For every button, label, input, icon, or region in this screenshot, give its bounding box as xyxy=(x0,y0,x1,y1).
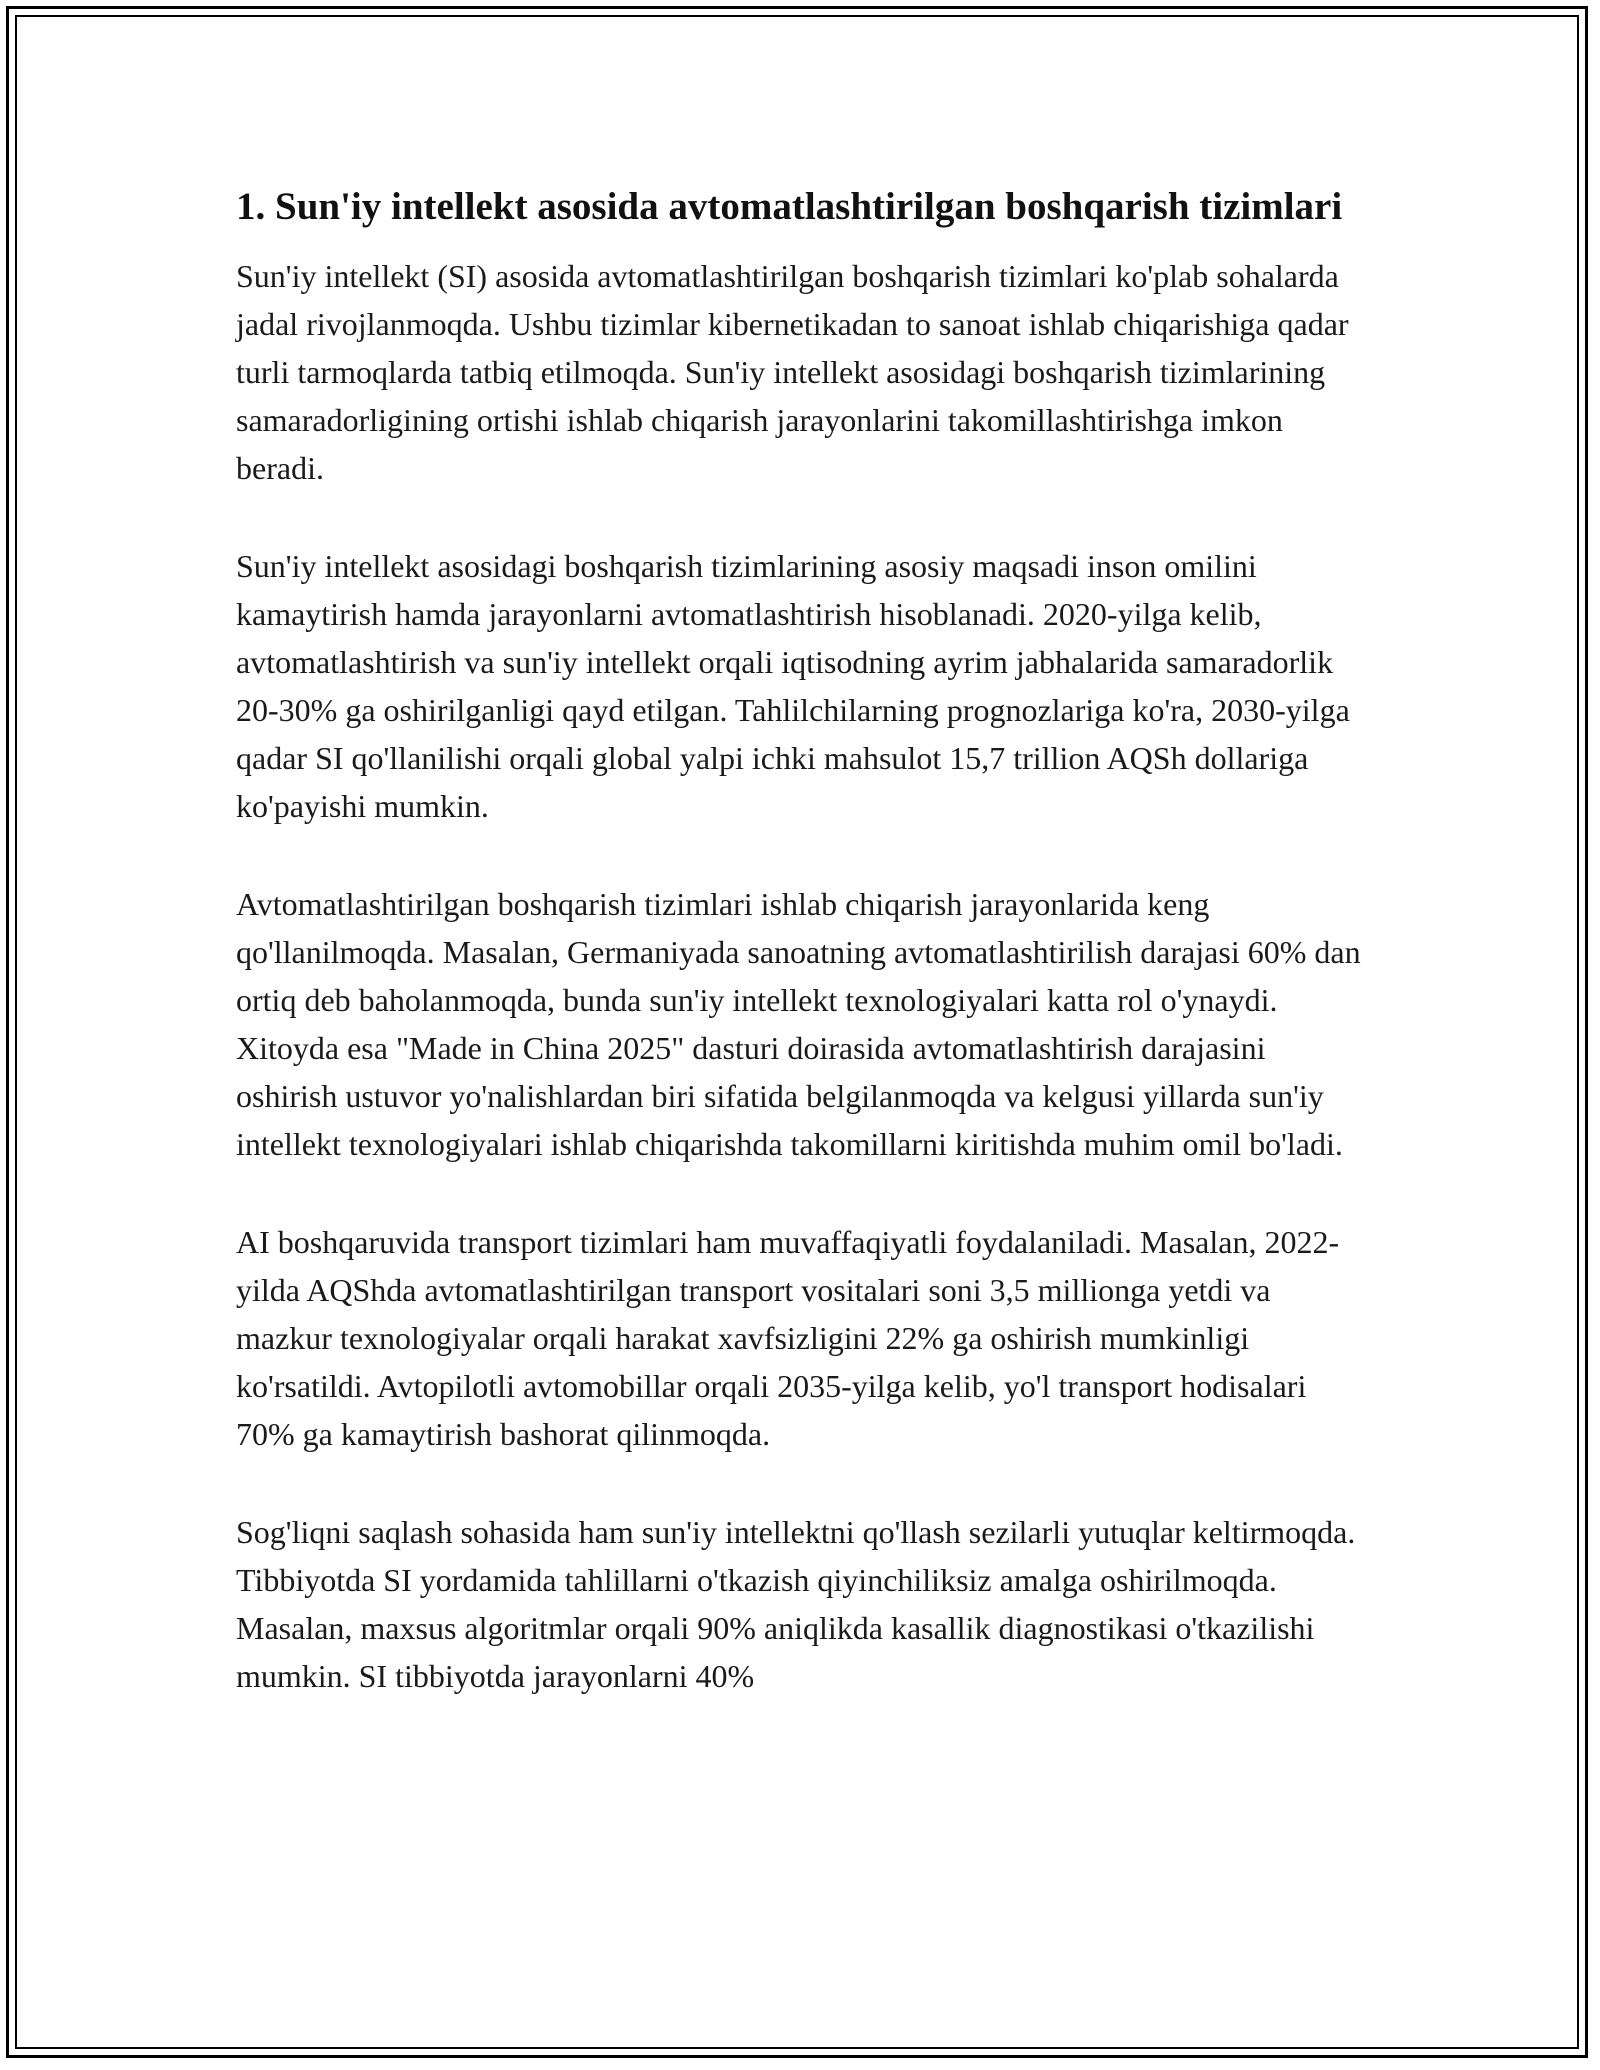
paragraph-2: Sun'iy intellekt asosidagi boshqarish tizimlarining asosiy maqsadi inson omilini kamaytirish hamda jarayonlarni avtomatlashtirish hisoblanadi. 2020-yilga kelib, avtomatlashtirish va sun'iy intellekt orqali iqtisodning ayrim jabhalarida samaradorlik 20-30% ga oshirilganligi qayd etilgan. Tahlilchilarning prognozlariga ko'ra, 2030-yilga qadar SI qo'llanilishi orqali global yalpi ichki mahsulot 15,7 trillion AQSh dollariga ko'payishi mumkin. xyxy=(236,548,1350,824)
paragraph-4: AI boshqaruvida transport tizimlari ham muvaffaqiyatli foydalaniladi. Masalan, 2022-yilda AQShda avtomatlashtirilgan transport vositalari soni 3,5 millionga yetdi va mazkur texnologiyalar orqali harakat xavfsizligini 22% ga oshirish mumkinligi ko'rsatildi. Avtopilotli avtomobillar orqali 2035-yilga kelib, yo'l transport hodisalari 70% ga kamaytirish bashorat qilinmoqda. xyxy=(236,1224,1340,1452)
paragraph-3: Avtomatlashtirilgan boshqarish tizimlari ishlab chiqarish jarayonlarida keng qo'llanilmoqda. Masalan, Germaniyada sanoatning avtomatlashtirilish darajasi 60% dan ortiq deb baholanmoqda, bunda sun'iy intellekt texnologiyalari katta rol o'ynaydi. Xitoyda esa "Made in China 2025" dasturi doirasida avtomatlashtirish darajasini oshirish ustuvor yo'nalishlardan biri sifatida belgilanmoqda va kelgusi yillarda sun'iy intellekt texnologiyalari ishlab chiqarishda takomillarni kiritishda muhim omil bo'ladi. xyxy=(236,886,1361,1162)
section-heading: 1. Sun'iy intellekt asosida avtomatlashtirilgan boshqarish tizimlari xyxy=(236,185,1343,228)
document-body xyxy=(236,180,1366,1750)
paragraph-1: Sun'iy intellekt (SI) asosida avtomatlashtirilgan boshqarish tizimlari ko'plab sohalarda jadal rivojlanmoqda. Ushbu tizimlar kibernetikadan to sanoat ishlab chiqarishiga qadar turli tarmoqlarda tatbiq etilmoqda. Sun'iy intellekt asosidagi boshqarish tizimlarining samaradorligining ortishi ishlab chiqarish jarayonlarini takomillashtirishga imkon beradi. xyxy=(236,258,1349,486)
paragraph-5: Sog'liqni saqlash sohasida ham sun'iy intellektni qo'llash sezilarli yutuqlar keltirmoqda. Tibbiyotda SI yordamida tahlillarni o'tkazish qiyinchiliksiz amalga oshirilmoqda. Masalan, maxsus algoritmlar orqali 90% aniqlikda kasallik diagnostikasi o'tkazilishi mumkin. SI tibbiyotda jarayonlarni 40% xyxy=(236,1514,1356,1694)
